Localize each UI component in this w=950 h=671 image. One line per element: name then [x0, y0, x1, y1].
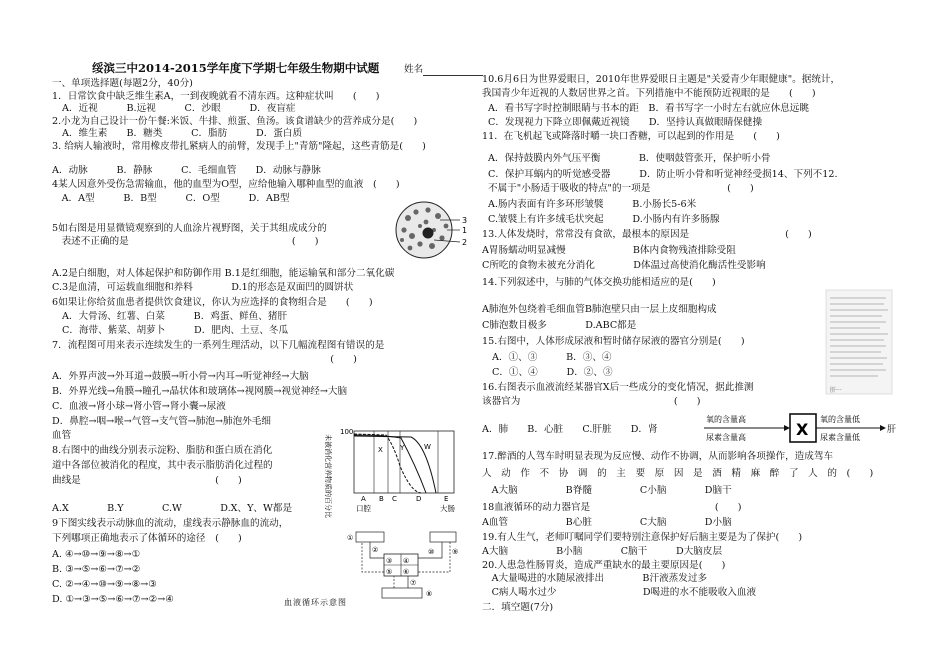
q10-stem: 10.6月6日为世界爱眼日，2010年世界爱眼日主题是"关爱青少年眼健康"。据统计， [482, 74, 841, 85]
name-blank-line [423, 66, 483, 76]
q9-stem-2: 下列哪项正确地表示了体循环的途径 ( ) [52, 533, 242, 544]
fig9-num-3: ③ [386, 557, 393, 565]
q7-option-a: A．外界声波→外耳道→鼓膜→听小骨→内耳→听觉神经→大脑 [52, 371, 309, 382]
blood-circulation-figure [342, 528, 466, 608]
q5-option-ab: A.2是白细胞，对人体起保护和防御作用 B.1是红细胞，能运输氧和部分二氧化碳 [52, 268, 395, 279]
section-1-heading: 一、单项选择题(每题2分，40分) [52, 78, 193, 89]
fig8-section-lines [374, 431, 438, 493]
curve-y [354, 434, 421, 493]
q7-stem: 7．流程图可用来表示连续发生的一系列生理活动，以下几幅流程图有错误的是 [52, 340, 385, 351]
fig16-box-label: X [796, 420, 809, 439]
q14-option-cd: C肺泡数目极多 D.ABC都是 [482, 320, 637, 331]
fig16-organ: 肝 [887, 425, 897, 435]
q8-stem-3: 曲线是 ( ) [52, 475, 242, 486]
q6-stem: 6如果让你给贫血患者提供饮食建议，你认为应选择的食物组合是 ( ) [52, 297, 373, 308]
section-2-heading: 二．填空题(7分) [482, 602, 554, 613]
fig8-xlabel-mouth: 口腔 [356, 504, 371, 513]
fig9-num-4: ④ [403, 557, 410, 565]
q6-option-ab: A．大骨汤、红薯、白菜 B．鸡蛋、鲜鱼、猪肝 [62, 311, 288, 322]
q14-option-ab: A肺泡外包绕着毛细血管B肺泡壁只由一层上皮细胞构成 [482, 304, 717, 315]
fig9-num-8: ⑧ [426, 590, 433, 598]
q18-stem: 18血液循环的动力器官是 ( ) [482, 502, 742, 513]
name-field[interactable] [404, 64, 483, 76]
exam-title: 绥滨三中2014-2015学年度下学期七年级生物期中试题 [92, 61, 380, 75]
name-label: 姓名 [404, 64, 424, 75]
q7-option-b: B．外界光线→角膜→瞳孔→晶状体和玻璃体→视网膜→视觉神经→大脑 [52, 386, 348, 397]
blood-smear-figure [390, 200, 470, 262]
q20-option-cd: C病人喝水过少 D喝进的水不能吸收入血液 [482, 587, 757, 598]
curve-w-label: W [424, 443, 431, 451]
fig9-num-6: ⑥ [403, 568, 410, 576]
curve-y-label: Y [400, 444, 405, 452]
q12-option-cd: C.皱襞上有许多绒毛状突起 D.小肠内有许多肠腺 [488, 214, 720, 225]
fig5-label-2: 2 [462, 238, 468, 247]
q9-option-a: A. ④→⑩→⑨→⑧→① [52, 549, 141, 560]
fig9-num-7: ⑦ [410, 579, 417, 587]
q5-stem: 5如右图是用显微镜观察到的人血涂片视野图，关于其组成成分的 [52, 223, 327, 234]
q2-options: A．维生素 B．糖类 C．脂肪 D．蛋白质 [62, 128, 303, 139]
q7-option-d-2: 血管 [52, 430, 72, 441]
q11-option-cd: C．保护耳蜗内的听觉感受器 D．防止听小骨和听觉神经受损14、下列不12. [488, 169, 838, 180]
q13-option-cd: C所吃的食物未被充分消化 D体温过高使消化酶活性受影响 [482, 260, 766, 271]
fig9-num-2: ② [372, 546, 379, 554]
fig8-xlabel-large-intestine: 大肠 [440, 504, 455, 513]
q7-option-d: D．鼻腔→咽→喉→气管→支气管→肺泡→肺泡外毛细 [52, 416, 272, 427]
q15-option-cd: C．①、④ D．②、③ [492, 367, 613, 378]
fig16-in-bottom: 尿素含量高 [706, 433, 746, 442]
q16-stem: 16.右图表示血液流经某器官X后一些成分的变化情况，据此推测 [482, 382, 754, 393]
q19-stem: 19.有人生气，老师叮嘱同学们要特别注意保护好后脑主要是为了保护( ) [482, 532, 803, 543]
q19-options: A大脑 B小脑 C脑干 D大脑皮层 [482, 546, 723, 557]
q8-options: A.X B.Y C.W D.X、Y、W都是 [52, 503, 293, 514]
q10-option-ab: A．看书写字时控制眼睛与书本的距 B．看书写字一小时左右就应休息远眺 [488, 103, 809, 114]
urinary-system-figure [826, 290, 892, 400]
q9-stem: 9下图实线表示动脉血的流动，虚线表示静脉血的流动， [52, 518, 289, 529]
q1-stem: 1．日常饮食中缺乏维生素A，一到夜晚就看不清东西。这种症状叫 ( ) [52, 91, 380, 102]
q10-option-cd: C．发现视力下降立即佩戴近视镜 D．坚持认真做眼睛保健操 [488, 117, 763, 128]
q15-stem: 15.右图中，人体形成尿液和暂时储存尿液的器官分别是( ) [482, 336, 745, 347]
q16-stem-2: 该器官为 ( ) [482, 396, 701, 407]
fig8-tick-a: A [361, 495, 366, 503]
fig8-ylabel: 未被消化营养物质的百分比 [324, 434, 332, 518]
fig9-num-10: ⑩ [428, 548, 435, 556]
q17-options: A大脑 B脊髓 C小脑 D脑干 [482, 485, 732, 496]
fig8-tick-d: D [416, 495, 422, 503]
q7-option-c: C．血液→肾小球→肾小管→肾小囊→尿液 [52, 401, 226, 412]
lung-capillary-box [356, 532, 384, 542]
q15-option-ab: A．①、③ B．③、④ [492, 352, 612, 363]
curve-x-label: X [378, 446, 383, 454]
q11-option-ab: A．保持鼓膜内外气压平衡 B．使咽鼓管张开，保护听小骨 [488, 153, 771, 164]
fig5-label-3: 3 [462, 216, 468, 225]
q9-option-b: B. ③→⑤→⑥→⑦→② [52, 564, 141, 575]
organ-x-figure [704, 408, 897, 448]
q9-option-c: C. ②→④→⑩→⑨→⑧→③ [52, 579, 157, 590]
q4-stem: 4某人因意外受伤急需输血，他的血型为O型，应给他输入哪种血型的血液 ( ) [52, 179, 400, 190]
curve-x [354, 435, 426, 493]
fig16-out-bottom: 尿素含量低 [820, 433, 860, 442]
fig8-ytick-100: 100 [340, 428, 354, 436]
q16-options: A．肺 B．心脏 C.肝脏 D．肾 [482, 424, 658, 435]
fig9-num-9: ⑨ [452, 548, 459, 556]
fig9-num-5: ⑤ [386, 568, 393, 576]
body-capillary-bottom [382, 588, 422, 598]
q20-option-ab: A大量喝进的水随尿液排出 B汗液蒸发过多 [482, 573, 708, 584]
q8-stem: 8.右图中的曲线分别表示淀粉、脂肪和蛋白质在消化 [52, 445, 273, 456]
q3-options: A．动脉 B．静脉 C．毛细血管 D．动脉与静脉 [52, 165, 321, 176]
fig9-caption: 血液循环示意图 [284, 598, 347, 607]
q3-stem: 3. 给病人输液时，常用橡皮带扎紧病人的前臂，发现手上"青筋"隆起，这些青筋是( ) [52, 141, 426, 152]
white-blood-cell [423, 228, 434, 239]
q13-option-ab: A胃肠蠕动明显减慢 B体内食物残渣排除受阻 [482, 245, 736, 256]
q4-options: A．A型 B．B型 C．O型 D．AB型 [52, 193, 290, 204]
q20-stem: 20.人患急性肠胃炎，造成严重缺水的最主要原因是( ) [482, 560, 726, 571]
fig8-tick-c: C [392, 495, 397, 503]
q9-option-d: D. ①→③→⑤→⑥→⑦→②→④ [52, 594, 174, 605]
fig16-out-top: 氧的含量低 [820, 415, 860, 424]
q11-stem: 11．在飞机起飞或降落时嚼一块口香糖，可以起到的作用是 ( ) [482, 131, 780, 142]
q14-stem: 14.下列叙述中，与肺的气体交换功能相适应的是( ) [482, 277, 716, 288]
fig8-tick-e: E [444, 495, 449, 503]
q12-option-ab: A.肠内表面有许多环形皱襞 B.小肠长5-6米 [488, 199, 697, 210]
q7-stem-2: ( ) [52, 354, 357, 365]
q12-stem: 不属于"小肠适于吸收的特点"的一项是 ( ) [488, 183, 754, 194]
digestion-curve-figure [316, 426, 466, 516]
q10-stem-2: 我国青少年近视的人数居世界之首。下列措施中不能预防近视眼的是 ( ) [482, 88, 816, 99]
q18-options: A血管 B心脏 C大脑 D小脑 [482, 517, 732, 528]
q17-stem: 17.醉酒的人驾车时明显表现为反应慢、动作不协调，从而影响各项操作，造成驾车 [482, 451, 834, 462]
q5-stem-2: 表述不正确的是 ( ) [52, 236, 319, 247]
q1-options: A．近视 B.远视 C．沙眼 D．夜盲症 [62, 103, 296, 114]
q17-stem-2: 人 动 作 不 协 调 的 主 要 原 因 是 酒 精 麻 醉 了 人 的 ( ) [482, 468, 874, 479]
q6-option-cd: C．海带、紫菜、胡萝卜 D．肥肉、土豆、冬瓜 [62, 325, 289, 336]
body-capillary-top [430, 532, 456, 542]
fig5-label-1: 1 [462, 226, 468, 235]
fig8-tick-b: B [379, 495, 384, 503]
fig15-caption: 肝··· [830, 387, 842, 394]
q8-stem-2: 道中各部位被消化的程度，其中表示脂肪消化过程的 [52, 460, 273, 471]
q5-option-cd: C.3是血清，可运载血细胞和养料 D.1的形态是双面凹的圆饼状 [52, 282, 354, 293]
q2-stem: 2.小龙为自己设计一份午餐:米饭、牛排、煎蛋、鱼汤。该食谱缺少的营养成分是( ) [52, 116, 418, 127]
fig16-in-top: 氧的含量高 [706, 415, 746, 424]
fig9-num-1: ① [347, 534, 354, 542]
fig8-plot-frame [354, 431, 454, 493]
q13-stem: 13.人体发烧时，常常没有食欲，最根本的原因是 ( ) [482, 229, 812, 240]
